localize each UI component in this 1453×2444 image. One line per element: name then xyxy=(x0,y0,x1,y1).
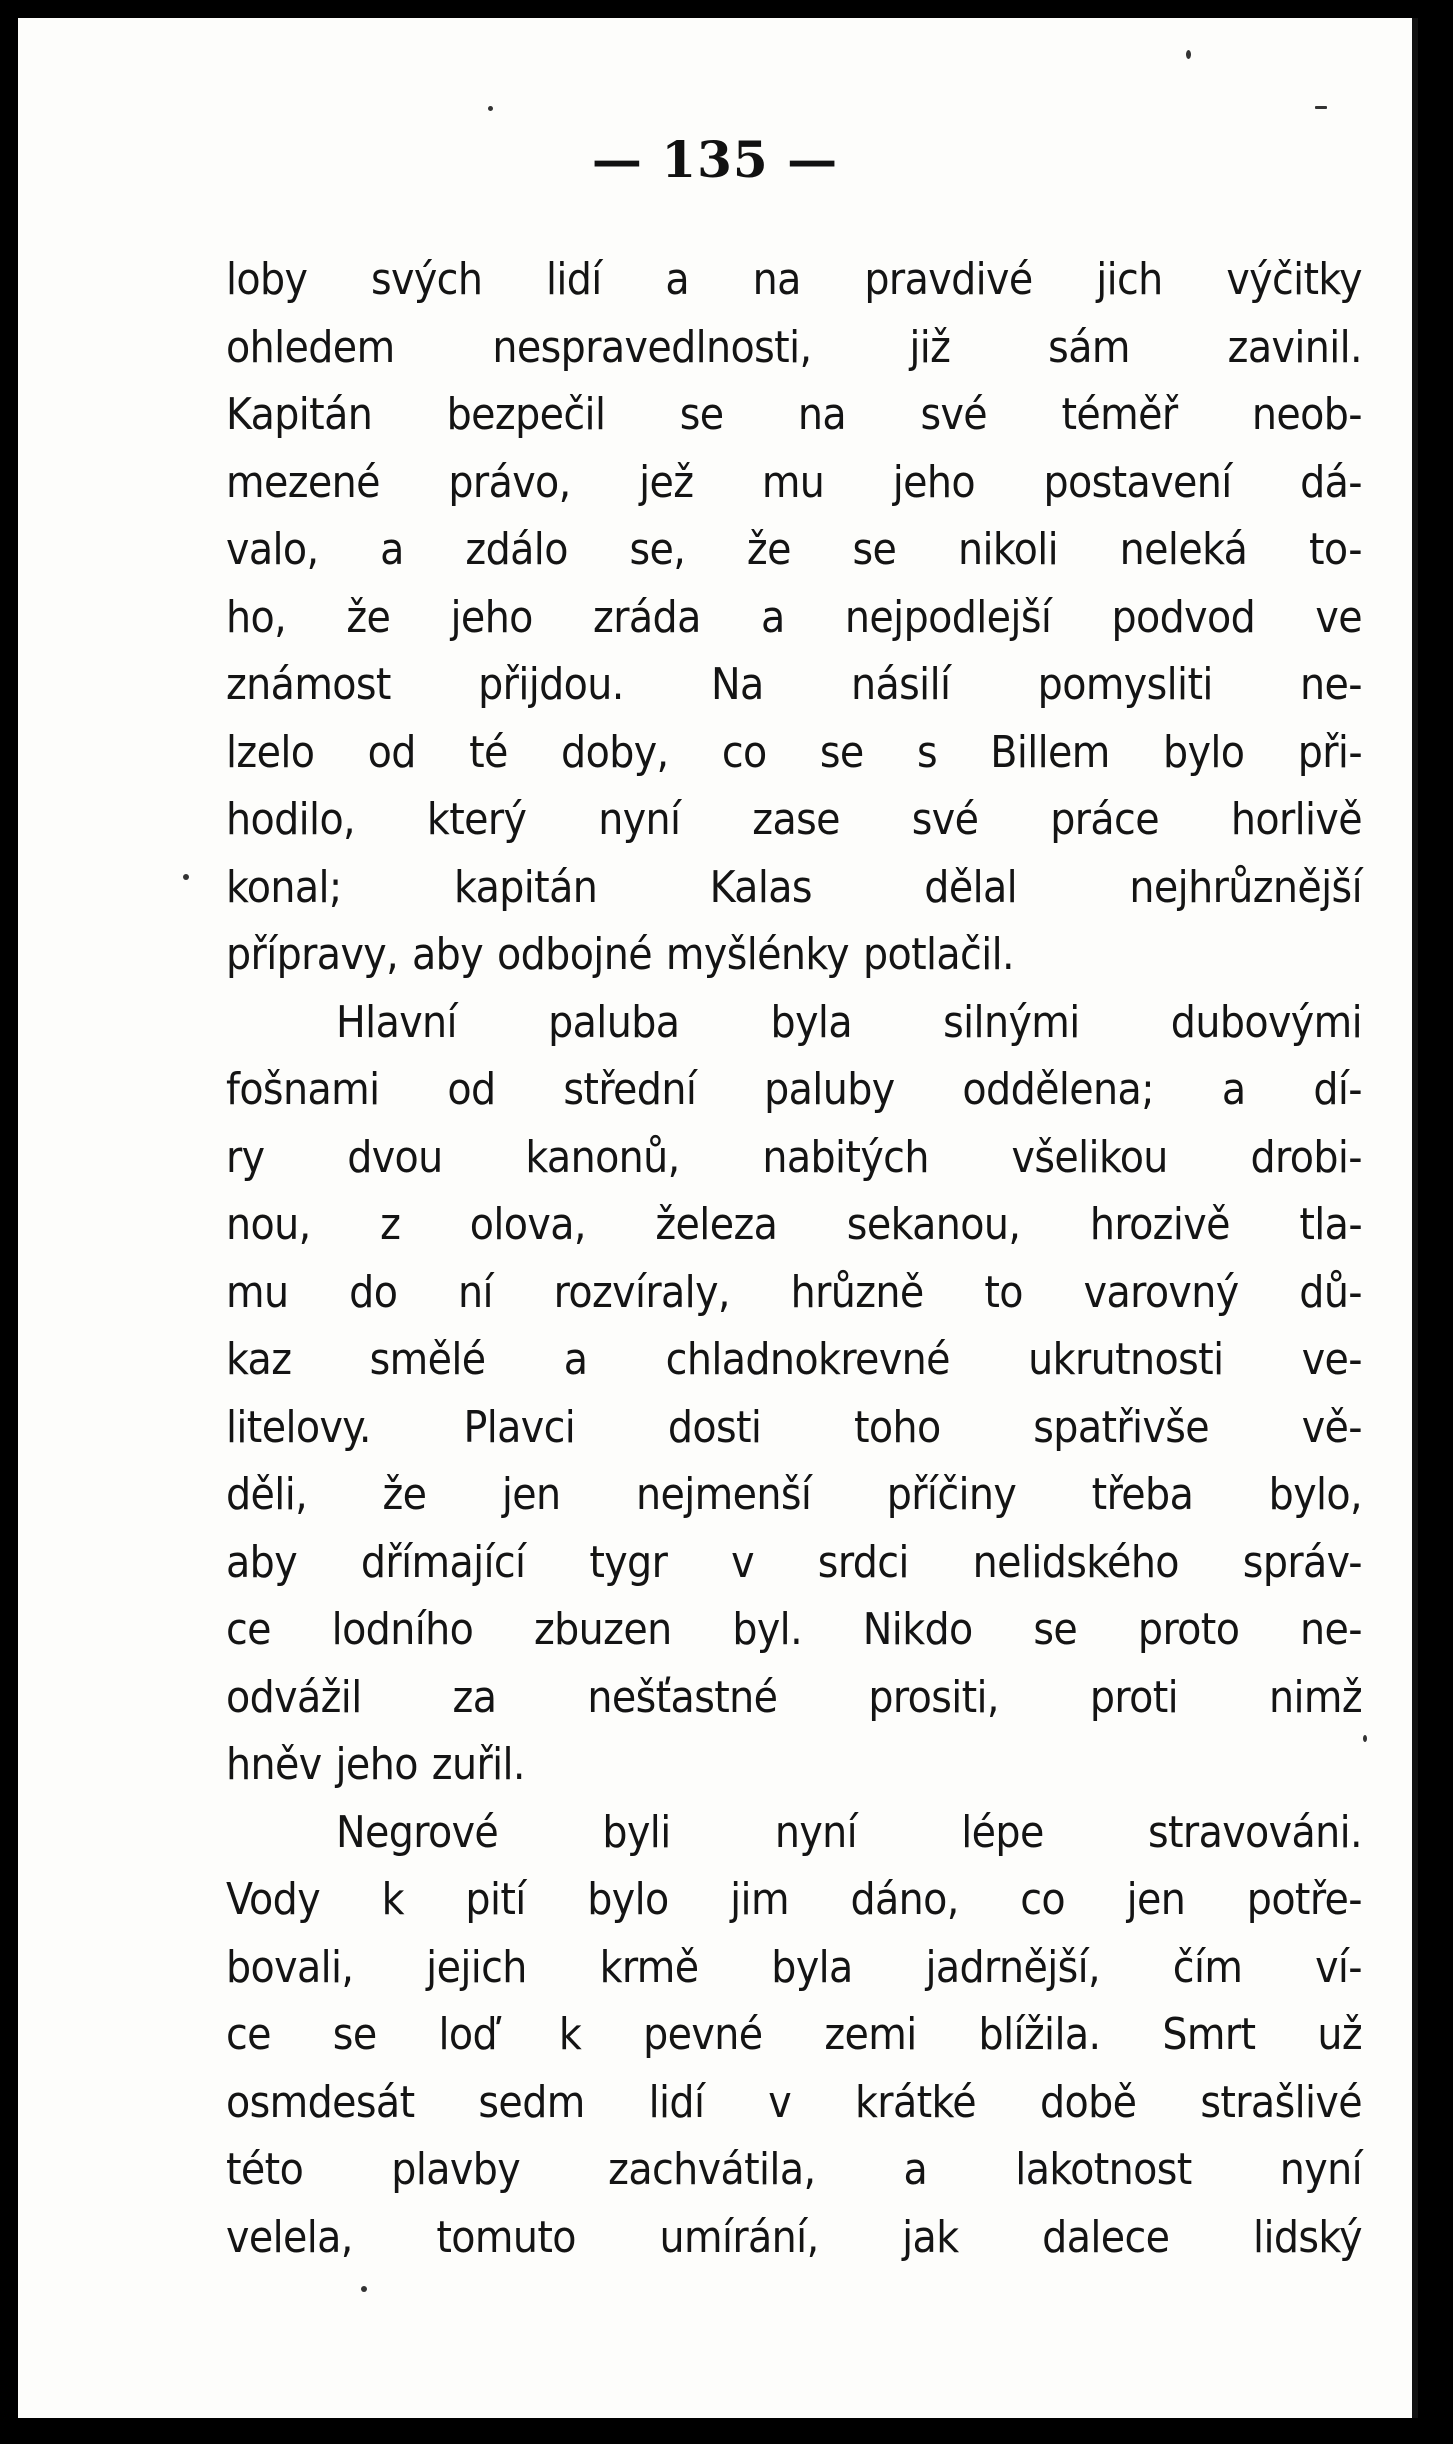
paper-speck xyxy=(361,2286,367,2292)
text-line: aby dřímající tygr v srdci nelidského správ- xyxy=(226,1536,1362,1588)
paragraph-start-line: Hlavní paluba byla silnými dubovými xyxy=(336,996,1362,1048)
text-line: známost přijdou. Na násilí pomysliti ne- xyxy=(226,659,1362,710)
text-line: lzelo od té doby, co se s Billem bylo při- xyxy=(226,726,1362,778)
text-line: ho, že jeho zráda a nejpodlejší podvod ve xyxy=(226,591,1362,643)
paper-speck xyxy=(1186,50,1191,59)
text-line: fošnami od střední paluby oddělena; a dí- xyxy=(226,1064,1362,1115)
text-line: kaz smělé a chladnokrevné ukrutnosti ve- xyxy=(226,1334,1362,1385)
text-line: mezené právo, jež mu jeho postavení dá- xyxy=(226,456,1362,508)
text-line: hodilo, který nyní zase své práce horlivě xyxy=(226,794,1362,845)
text-line: nou, z olova, železa sekanou, hrozivě tla- xyxy=(226,1199,1362,1250)
text-line: osmdesát sedm lidí v krátké době strašlivé xyxy=(226,2076,1362,2128)
text-line: valo, a zdálo se, že se nikoli neleká to- xyxy=(226,524,1362,575)
text-line: Vody k pití bylo jim dáno, co jen potře- xyxy=(226,1874,1362,1925)
text-line: mu do ní rozvíraly, hrůzně to varovný dů- xyxy=(226,1266,1362,1318)
text-line: litelovy. Plavci dosti toho spatřivše vě- xyxy=(226,1401,1362,1453)
text-line: přípravy, aby odbojné myšlénky potlačil. xyxy=(226,929,1014,980)
text-line: loby svých lidí a na pravdivé jich výčitky xyxy=(226,254,1362,305)
text-line: bovali, jejich krmě byla jadrnější, čím ví- xyxy=(226,1941,1362,1993)
body-text xyxy=(226,246,1362,2271)
text-line: ry dvou kanonů, nabitých všelikou drobi- xyxy=(226,1131,1362,1183)
text-line: hněv jeho zuřil. xyxy=(226,1739,525,1790)
paper-speck xyxy=(183,874,189,880)
paper-speck xyxy=(488,106,493,111)
text-line: konal; kapitán Kalas dělal nejhrůznější xyxy=(226,861,1362,913)
book-page xyxy=(18,18,1418,2418)
page-number: — 135 — xyxy=(591,130,839,189)
text-line: velela, tomuto umírání, jak dalece lidský xyxy=(226,2211,1362,2263)
text-line: děli, že jen nejmenší příčiny třeba bylo, xyxy=(226,1469,1362,1520)
text-line: ce se loď k pevné zemi blížila. Smrt už xyxy=(226,2009,1362,2060)
text-line: ohledem nespravedlnosti, již sám zavinil. xyxy=(226,321,1362,373)
paper-speck xyxy=(1315,106,1327,109)
text-line: této plavby zachvátila, a lakotnost nyní xyxy=(226,2144,1362,2195)
text-line: odvážil za nešťastné prositi, proti nimž xyxy=(226,1671,1362,1723)
text-line: Kapitán bezpečil se na své téměř neob- xyxy=(226,389,1362,440)
paper-speck xyxy=(1363,1735,1367,1742)
paragraph-start-line: Negrové byli nyní lépe stravováni. xyxy=(336,1806,1362,1858)
text-line: ce lodního zbuzen byl. Nikdo se proto ne- xyxy=(226,1604,1362,1655)
